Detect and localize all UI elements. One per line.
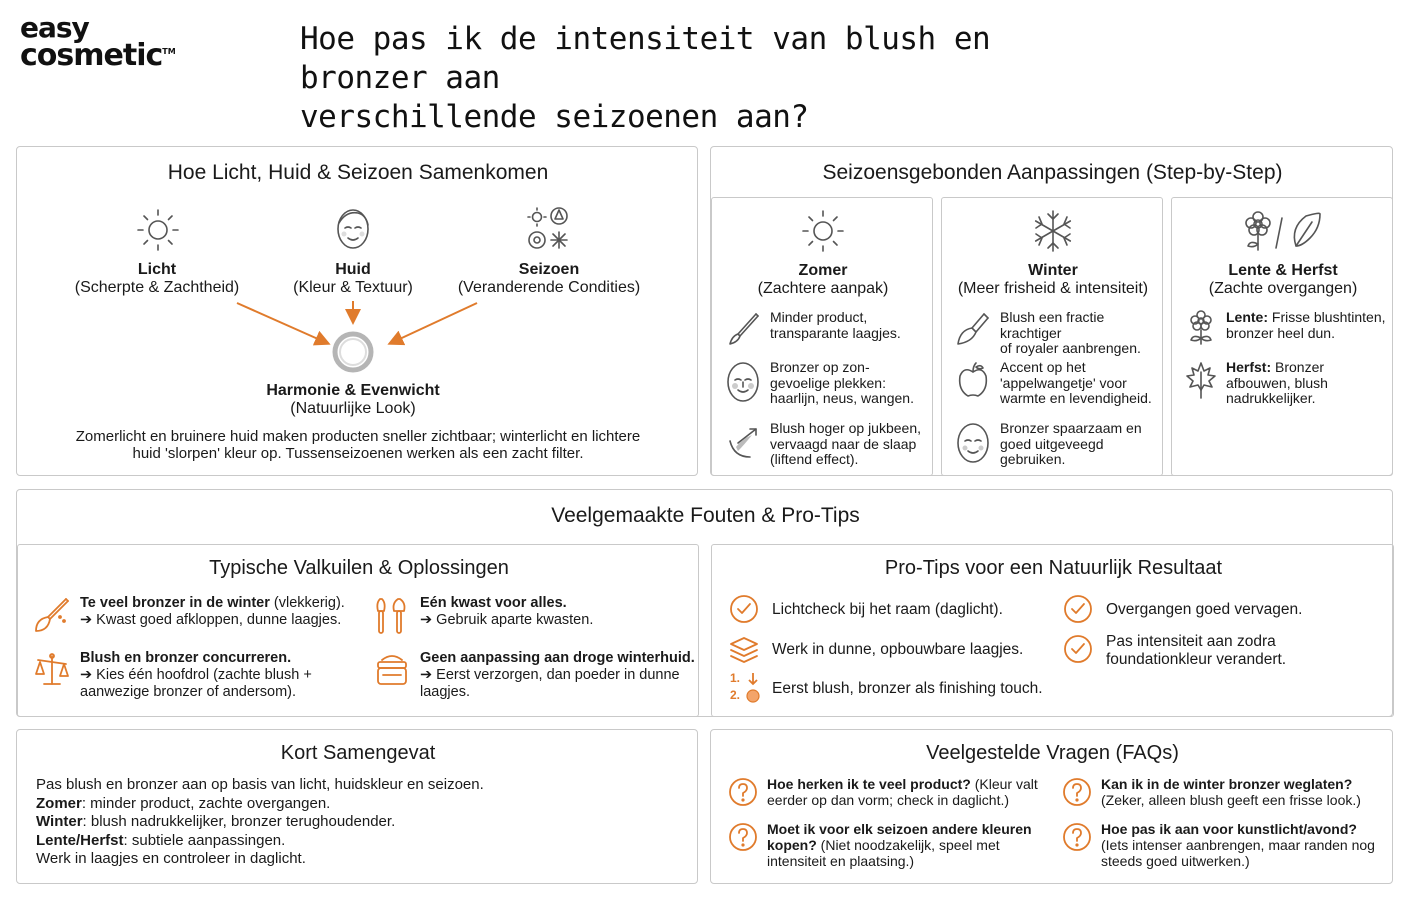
- winter-item-3-l1: Bronzer spaarzaam en: [1000, 420, 1142, 436]
- zomer-item-2: [724, 360, 914, 407]
- summary-line-2-bold: Zomer: [36, 794, 82, 812]
- zomer-item-3: [724, 421, 921, 468]
- page-title: [300, 20, 1120, 137]
- protip-4-text: Pas intensiteit aan zodra: [1106, 633, 1276, 650]
- faq-1-answer-start: (Kleur valt: [970, 776, 1038, 792]
- lente-herfst-label: Lente & Herfst: [1228, 262, 1338, 279]
- pitfall-item-4: [372, 650, 695, 701]
- pitfall-2-bold: Eén kwast voor alles.: [420, 595, 567, 611]
- question-circle-icon: [1061, 776, 1093, 808]
- winter-item-1-l1: Blush een fractie krachtiger: [1000, 309, 1105, 341]
- maple-leaf-icon: [1184, 360, 1218, 400]
- pitfall-4-fix-l2: laagjes.: [420, 684, 470, 700]
- winter-item-3-l2: goed uitgeveegd: [1000, 435, 1104, 452]
- check-circle-icon: [1062, 593, 1094, 625]
- protip-item-4: [1062, 633, 1286, 669]
- sun-icon: [800, 208, 846, 254]
- faq-3-question-end: kopen?: [767, 837, 817, 853]
- winter-item-3: [954, 421, 1142, 468]
- summary-line-4-bold: Lente/Herfst: [36, 831, 124, 849]
- herfst-l1: Bronzer: [1271, 359, 1325, 375]
- protips-heading: Pro-Tips voor een Natuurlijk Resultaat: [884, 557, 1223, 579]
- sun-icon: [135, 207, 181, 253]
- check-circle-icon: [728, 593, 760, 625]
- lente-l2: bronzer heel dun.: [1226, 324, 1335, 341]
- pitfall-1-bold: Te veel bronzer in de winter: [80, 595, 270, 611]
- pitfall-3-fix-l2: aanwezige bronzer of andersom).: [80, 684, 297, 700]
- summary-line-4-text: : subtiele aanpassingen.: [123, 831, 286, 849]
- faq-item-2[interactable]: [1061, 776, 1361, 808]
- mistakes-heading: Veelgemaakte Fouten & Pro-Tips: [551, 504, 860, 527]
- brush-icon: [32, 595, 72, 635]
- brand-line2: cosmetic: [20, 38, 163, 73]
- faq-2-answer: (Zeker, alleen blush geeft een frisse look.): [1101, 792, 1361, 808]
- light-item-huid: [253, 261, 453, 297]
- seizoen-label: Seizoen: [518, 261, 580, 278]
- protip-1-text: Lichtcheck bij het raam (daglicht).: [772, 600, 1003, 618]
- light-item-licht: [57, 261, 257, 297]
- lente-l1: Frisse blushtinten,: [1268, 309, 1386, 325]
- faq-3-answer: (Niet noodzakelijk, speel met: [816, 837, 1000, 853]
- harmony-title: Harmonie & Evenwicht: [266, 382, 440, 399]
- pitfall-4-bold: Geen aanpassing aan droge winterhuid.: [420, 650, 695, 666]
- protip-3-text: Werk in dunne, opbouwbare laagjes.: [772, 640, 1024, 658]
- zomer-item-1-l2: transparante laagjes.: [770, 324, 901, 341]
- zomer-item-1: [724, 310, 901, 348]
- question-circle-icon: [727, 821, 759, 853]
- ring-icon: [330, 329, 376, 375]
- zomer-item-3-l2: vervaagd naar de slaap: [770, 435, 917, 452]
- face-icon: [724, 360, 762, 404]
- zomer-item-2-l3: haarlijn, neus, wangen.: [770, 390, 914, 406]
- protip-item-2: [1062, 593, 1302, 625]
- brushes-icon: [372, 595, 412, 637]
- brand-line1: easy: [20, 11, 89, 44]
- winter-item-1: [954, 310, 1162, 357]
- summary-line-1: [36, 776, 484, 795]
- brand-tm: TM: [162, 47, 176, 56]
- question-circle-icon: [727, 776, 759, 808]
- steps-icon: [728, 671, 762, 705]
- zomer-label: Zomer: [798, 262, 848, 279]
- page-title-line1: Hoe pas ik de intensiteit van blush en bronzer aan: [300, 21, 991, 96]
- pitfall-item-3: [32, 650, 312, 701]
- light-section-heading: Hoe Licht, Huid & Seizoen Samenkomen: [167, 161, 549, 184]
- face-icon: [954, 421, 992, 465]
- faq-4-question: Hoe pas ik aan voor kunstlicht/avond?: [1101, 821, 1357, 837]
- scale-icon: [32, 650, 72, 690]
- summary-line-4: [36, 832, 484, 851]
- cream-jar-icon: [372, 650, 412, 690]
- winter-sub: (Meer frisheid & intensiteit): [957, 280, 1149, 297]
- flower-icon: [1184, 310, 1218, 348]
- summary-heading: Kort Samengevat: [280, 742, 436, 764]
- protip-4-text-l2: foundationkleur verandert.: [1106, 651, 1287, 668]
- faq-4-answer-l2: steeds goed uitwerken.): [1101, 853, 1250, 869]
- zomer-item-3-l1: Blush hoger op jukbeen,: [770, 420, 921, 436]
- seasonal-panel: [710, 146, 1393, 476]
- step-2-number: 2.: [730, 688, 741, 702]
- pitfall-item-1: [32, 595, 345, 635]
- faq-3-answer-l2: intensiteit en plaatsing.): [767, 853, 915, 869]
- check-circle-icon: [1062, 633, 1094, 665]
- zomer-sub: (Zachtere aanpak): [757, 280, 889, 297]
- summary-panel: [16, 729, 698, 884]
- summary-lines: [36, 776, 484, 869]
- faq-3-question: Moet ik voor elk seizoen andere kleuren: [767, 821, 1032, 837]
- faq-panel: [710, 729, 1393, 884]
- winter-item-2-l2: 'appelwangetje' voor: [1000, 374, 1127, 391]
- flower-leaf-icon: [1240, 208, 1326, 254]
- winter-item-1-l2: of royaler aanbrengen.: [1000, 340, 1141, 356]
- step-1-number: 1.: [730, 671, 741, 685]
- protip-2-text: Overgangen goed vervagen.: [1106, 600, 1303, 618]
- pitfall-1-fix: ➔ Kwast goed afkloppen, dunne laagjes.: [80, 612, 342, 628]
- light-item-seizoen: [449, 261, 649, 297]
- layers-icon: [728, 633, 760, 665]
- herfst-l2: afbouwen, blush: [1226, 374, 1328, 391]
- mistakes-protips-panel: [16, 489, 1393, 717]
- lente-item: [1184, 310, 1386, 348]
- light-skin-season-panel: [16, 146, 698, 476]
- huid-sub: (Kleur & Textuur): [293, 279, 413, 296]
- faq-1-answer: eerder op dan vorm; check in daglicht.): [767, 792, 1010, 808]
- winter-header: [942, 262, 1164, 298]
- winter-item-3-l3: gebruiken.: [1000, 451, 1066, 467]
- summary-line-2: [36, 795, 484, 814]
- harmony-sub: (Natuurlijke Look): [290, 400, 416, 417]
- summary-line-3-bold: Winter: [36, 813, 83, 830]
- protips-section: [711, 544, 1394, 717]
- brush-icon: [724, 310, 762, 348]
- zomer-item-3-l3: (liftend effect).: [770, 451, 859, 467]
- snowflake-icon: [1030, 208, 1076, 254]
- faq-item-1[interactable]: [727, 776, 1038, 808]
- faq-item-4[interactable]: [1061, 821, 1375, 869]
- winter-item-2: [954, 360, 1152, 407]
- protip-5-text: Eerst blush, bronzer als finishing touch.: [772, 679, 1043, 697]
- brush-icon: [954, 310, 992, 348]
- summary-line-2-text: : minder product, zachte overgangen.: [81, 794, 331, 812]
- pitfall-1-text: (vlekkerig).: [269, 595, 345, 611]
- seasons-icon: [525, 205, 573, 253]
- summary-line-5: [36, 850, 484, 869]
- summary-line-5-text: Werk in laagjes en controleer in daglicht.: [36, 850, 306, 867]
- winter-label: Winter: [1028, 262, 1078, 279]
- seasonal-heading: Seizoensgebonden Aanpassingen (Step-by-Step): [822, 161, 1283, 184]
- question-circle-icon: [1061, 821, 1093, 853]
- cheek-sweep-icon: [724, 421, 762, 461]
- season-col-zomer: [711, 197, 933, 476]
- zomer-item-1-l1: Minder product,: [770, 309, 868, 325]
- pitfall-4-fix: ➔ Eerst verzorgen, dan poeder in dunne: [420, 667, 680, 683]
- lente-bold: Lente:: [1226, 309, 1268, 325]
- pitfall-item-2: [372, 595, 593, 637]
- seizoen-sub: (Veranderende Condities): [457, 279, 641, 296]
- herfst-bold: Herfst:: [1226, 359, 1272, 375]
- herfst-item: [1184, 360, 1328, 407]
- zomer-header: [712, 262, 934, 298]
- winter-item-2-l1: Accent op het: [1000, 359, 1086, 375]
- pitfalls-section: [17, 544, 699, 717]
- faq-1-question: Hoe herken ik te veel product?: [767, 776, 971, 792]
- winter-item-2-l3: warmte en levendigheid.: [1000, 390, 1152, 406]
- pitfall-3-fix: ➔ Kies één hoofdrol (zachte blush +: [80, 667, 312, 683]
- licht-sub: (Scherpte & Zachtheid): [74, 279, 240, 296]
- zomer-item-2-l2: gevoelige plekken:: [770, 374, 886, 391]
- lente-herfst-header: [1172, 262, 1394, 298]
- faq-4-answer: (Iets intenser aanbrengen, maar randen nog: [1101, 837, 1375, 853]
- protip-item-5: [728, 671, 1043, 705]
- protip-item-1: [728, 593, 1003, 625]
- faq-item-3[interactable]: [727, 821, 1032, 869]
- summary-line-1-text: Pas blush en bronzer aan op basis van licht, huidskleur en seizoen.: [36, 776, 484, 793]
- apple-icon: [954, 360, 992, 400]
- protip-item-3: [728, 633, 1023, 665]
- brand-logo[interactable]: [20, 11, 180, 73]
- light-explanation-l2: huid 'slorpen' kleur op. Tussenseizoenen werken als een zacht filter.: [132, 445, 584, 462]
- licht-label: Licht: [137, 261, 177, 278]
- summary-line-3-text: : blush nadrukkelijker, bronzer terughoudender.: [82, 813, 396, 830]
- zomer-item-2-l1: Bronzer op zon-: [770, 359, 870, 375]
- page-title-line2: verschillende seizoenen aan?: [300, 99, 809, 135]
- face-icon: [332, 205, 374, 253]
- lente-herfst-sub: (Zachte overgangen): [1208, 280, 1358, 297]
- faq-2-question: Kan ik in de winter bronzer weglaten?: [1101, 776, 1353, 792]
- faq-heading: Veelgestelde Vragen (FAQs): [926, 742, 1179, 764]
- huid-label: Huid: [335, 261, 371, 278]
- pitfalls-heading: Typische Valkuilen & Oplossingen: [209, 557, 509, 579]
- harmony-label: [203, 382, 503, 418]
- light-explanation: [37, 428, 679, 462]
- herfst-l3: nadrukkelijker.: [1226, 390, 1316, 406]
- light-explanation-l1: Zomerlicht en bruinere huid maken producten sneller zichtbaar; winterlicht en lichtere: [75, 428, 641, 445]
- pitfall-2-fix: ➔ Gebruik aparte kwasten.: [420, 612, 594, 628]
- pitfall-3-bold: Blush en bronzer concurreren.: [80, 650, 292, 666]
- season-col-winter: [941, 197, 1163, 476]
- season-col-lente-herfst: [1171, 197, 1393, 476]
- summary-line-3: [36, 813, 484, 832]
